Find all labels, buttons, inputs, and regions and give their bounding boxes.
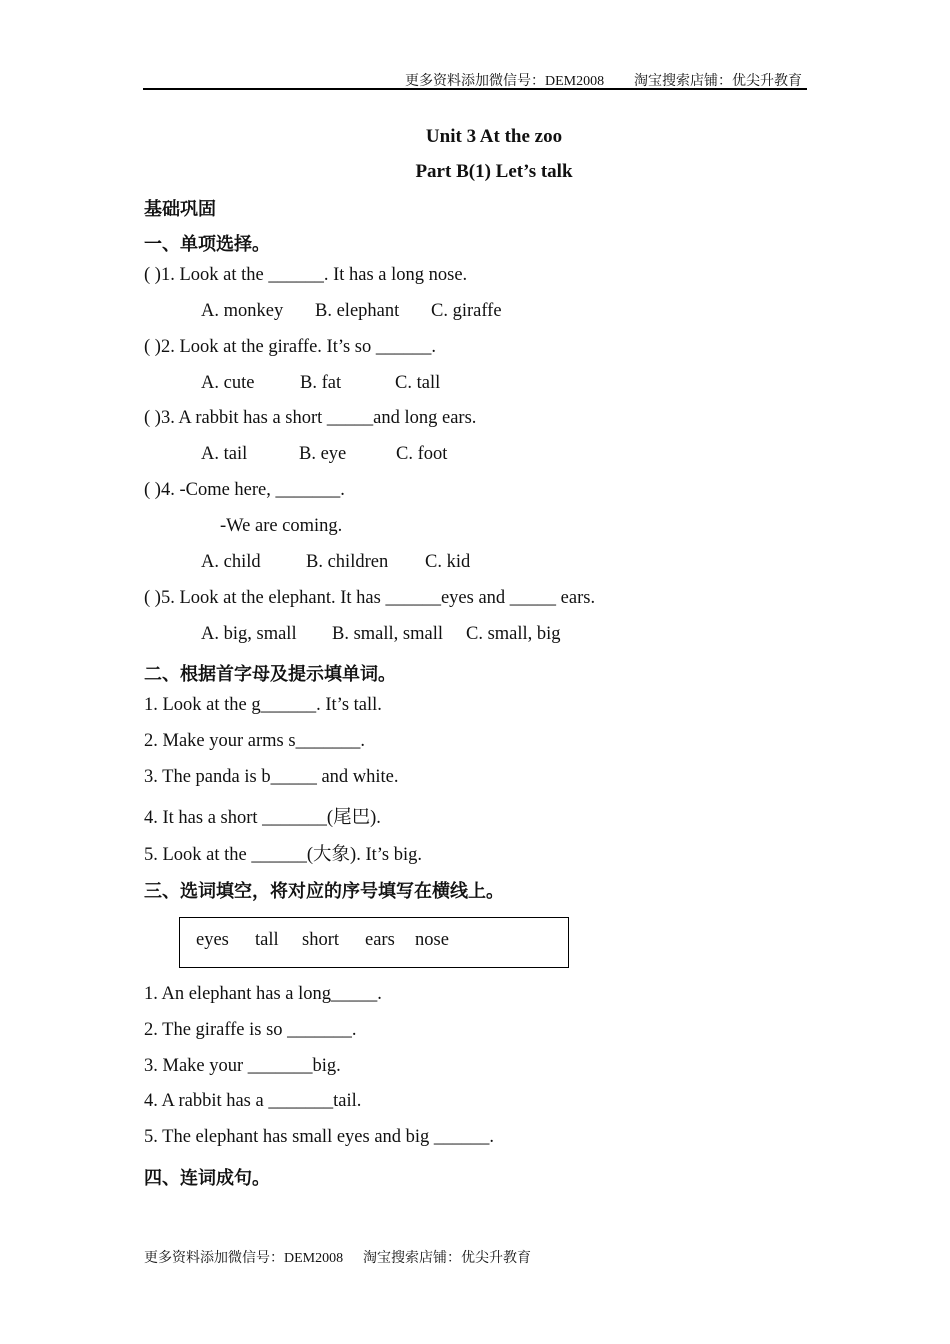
footer-shop-note: 淘宝搜索店铺：优尖升教育 xyxy=(363,1251,531,1266)
q2-option-a: A. cute xyxy=(201,373,255,393)
s3-item-1: 1. An elephant has a long_____. xyxy=(144,984,382,1004)
q3-option-a: A. tail xyxy=(201,444,248,464)
word-bank-item: nose xyxy=(415,930,449,950)
s2-item-5: 5. Look at the ______(大象). It’s big. xyxy=(144,845,422,865)
section1-heading: 一、单项选择。 xyxy=(144,234,270,255)
q4-option-a: A. child xyxy=(201,552,261,572)
q4-option-b: B. children xyxy=(306,552,389,572)
s3-item-2: 2. The giraffe is so _______. xyxy=(144,1020,357,1040)
section4-heading: 四、连词成句。 xyxy=(144,1168,270,1189)
q3-option-b: B. eye xyxy=(299,444,347,464)
q4-option-c: C. kid xyxy=(425,552,471,572)
q1-option-c: C. giraffe xyxy=(431,301,502,321)
q3-stem: ( )3. A rabbit has a short _____and long ears. xyxy=(144,408,477,428)
footer-wechat-note: 更多资料添加微信号：DEM2008 xyxy=(144,1251,344,1266)
section2-heading: 二、根据首字母及提示填单词。 xyxy=(144,664,396,685)
s2-item-1: 1. Look at the g______. It’s tall. xyxy=(144,695,382,715)
q3-option-c: C. foot xyxy=(396,444,448,464)
word-bank-item: tall xyxy=(255,930,279,950)
q2-option-c: C. tall xyxy=(395,373,441,393)
s2-item-3: 3. The panda is b_____ and white. xyxy=(144,767,399,787)
q5-option-a: A. big, small xyxy=(201,624,297,644)
word-bank-item: short xyxy=(302,930,339,950)
word-bank-item: ears xyxy=(365,930,395,950)
q1-option-b: B. elephant xyxy=(315,301,400,321)
part-title: Part B(1) Let’s talk xyxy=(415,161,573,182)
q5-stem: ( )5. Look at the elephant. It has ______eyes and _____ ears. xyxy=(144,588,596,608)
q5-option-c: C. small, big xyxy=(466,624,561,644)
header-rule xyxy=(143,88,807,90)
s3-item-5: 5. The elephant has small eyes and big ______. xyxy=(144,1127,495,1147)
q1-option-a: A. monkey xyxy=(201,301,284,321)
word-bank-item: eyes xyxy=(196,930,229,950)
section3-heading: 三、选词填空，将对应的序号填写在横线上。 xyxy=(144,881,504,902)
s2-item-4: 4. It has a short _______(尾巴). xyxy=(144,808,381,828)
q4-stem: ( )4. -Come here, _______. xyxy=(144,480,345,500)
q5-option-b: B. small, small xyxy=(332,624,443,644)
q2-stem: ( )2. Look at the giraffe. It’s so ______. xyxy=(144,337,436,357)
header-shop-note: 淘宝搜索店铺：优尖升教育 xyxy=(634,74,802,89)
q4-reply: -We are coming. xyxy=(220,516,343,536)
s2-item-2: 2. Make your arms s_______. xyxy=(144,731,365,751)
header-wechat-note: 更多资料添加微信号：DEM2008 xyxy=(405,74,605,89)
s3-item-4: 4. A rabbit has a _______tail. xyxy=(144,1091,362,1111)
section-basic-heading: 基础巩固 xyxy=(144,199,216,220)
word-bank-box xyxy=(179,917,569,968)
q1-stem: ( )1. Look at the ______. It has a long nose. xyxy=(144,265,468,285)
q2-option-b: B. fat xyxy=(300,373,342,393)
unit-title: Unit 3 At the zoo xyxy=(425,126,563,147)
s3-item-3: 3. Make your _______big. xyxy=(144,1056,341,1076)
